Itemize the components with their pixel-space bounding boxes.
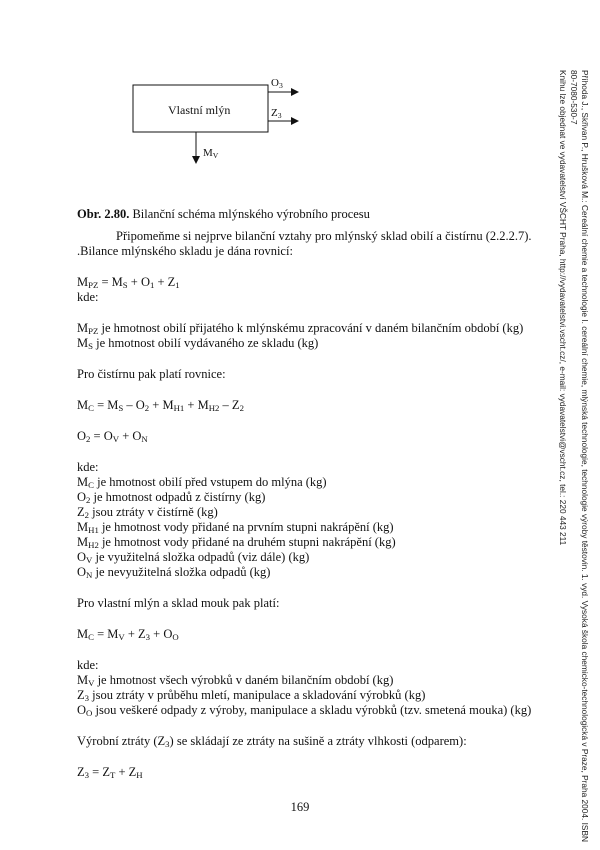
equation-4: $M_C = M_V + Z_3 + O_O$: [77, 627, 179, 643]
label-z3: $Z_3$: [271, 107, 282, 120]
body-text: [77, 229, 557, 780]
equation-2: $M_C = M_S - O_2 + M_{H1} + M_{H2} - Z_2$: [77, 398, 244, 414]
equation-1: $M_{PZ} = M_S + O_1 + Z_1$: [77, 275, 180, 291]
ztraty-intro: Výrobní ztráty $(Z_3)$ se skládají ze ztráty na sušině a ztráty vlhkosti (odparem):: [77, 734, 467, 750]
kde-label-3: kde:: [77, 658, 99, 672]
mill-balance-diagram: [0, 0, 600, 190]
cistirna-intro: Pro čistírnu pak platí rovnice:: [77, 367, 226, 381]
definition-line: $M_V$ je hmotnost všech výrobků v daném bilančním období (kg): [77, 673, 394, 689]
definition-line: $O_O$ jsou veškeré odpady z výroby, manipulace a skladu výrobků (tzv. smetená mouka) (kg): [77, 703, 532, 719]
citation-line-2: 80-7080-530-7: [569, 70, 579, 125]
citation-sidebar: [557, 70, 590, 850]
definition-line: $O_N$ je nevyužitelná složka odpadů (kg): [77, 565, 271, 581]
definition-line: $M_S$ je hmotnost obilí vydávaného ze skladu (kg): [77, 336, 319, 352]
definition-line: $M_{PZ}$ je hmotnost obilí přijatého k mlýnskému zpracování v daném bilančním období (kg): [77, 321, 524, 337]
diagram-lines: [0, 0, 600, 190]
label-mv: $M_V$: [203, 147, 219, 160]
figure-caption: [77, 207, 370, 222]
figure-caption-text: Bilanční schéma mlýnského výrobního procesu: [129, 207, 370, 221]
intro-line-2: .Bilance mlýnského skladu je dána rovnicí:: [77, 244, 293, 258]
mill-box-label: Vlastní mlýn: [168, 103, 231, 117]
citation-line-1: Příhoda J., Skřivan P., Hrušková M.: Cereální chemie a technologie I. cereální chemie, mlýnská technologie, technologie výroby těstovin. 1. vyd. Vysoká škola chemicko-technologická v Praze, Praha 2004. ISBN: [580, 70, 590, 842]
definition-line: $M_{H2}$ je hmotnost vody přidané na druhém stupni nakrápění (kg): [77, 535, 396, 551]
definition-line: $Z_2$ jsou ztráty v čistírně (kg): [77, 505, 218, 521]
kde-label-1: kde:: [77, 290, 99, 304]
equation-3: $O_2 = O_V + O_N$: [77, 429, 148, 445]
definition-line: $M_C$ je hmotnost obilí před vstupem do mlýna (kg): [77, 475, 327, 491]
definition-line: $Z_3$ jsou ztráty v průběhu mletí, manipulace a skladování výrobků (kg): [77, 688, 426, 704]
definition-line: $O_2$ je hmotnost odpadů z čistírny (kg): [77, 490, 266, 506]
definition-line: $O_V$ je využitelná složka odpadů (viz dále) (kg): [77, 550, 310, 566]
mlyn-intro: Pro vlastní mlýn a sklad mouk pak platí:: [77, 596, 280, 610]
page-number: 169: [290, 800, 310, 814]
figure-number: Obr. 2.80.: [77, 207, 130, 221]
equation-5: $Z_3 = Z_T + Z_H$: [77, 765, 143, 781]
citation-line-3: Knihu lze objednat ve vydavatelství VŠCHT Praha, http://vydavatelstvi.vscht.cz/, e-mail: vydavatelstvi@vscht.cz, tel.: 220 443 211: [558, 70, 568, 546]
definition-line: $M_{H1}$ je hmotnost vody přidané na prvním stupni nakrápění (kg): [77, 520, 394, 536]
kde-label-2: kde:: [77, 460, 99, 474]
label-o3: $O_3$: [271, 77, 283, 90]
intro-line-1: Připomeňme si nejprve bilanční vztahy pro mlýnský sklad obilí a čistírnu (2.2.2.7).: [116, 229, 532, 243]
